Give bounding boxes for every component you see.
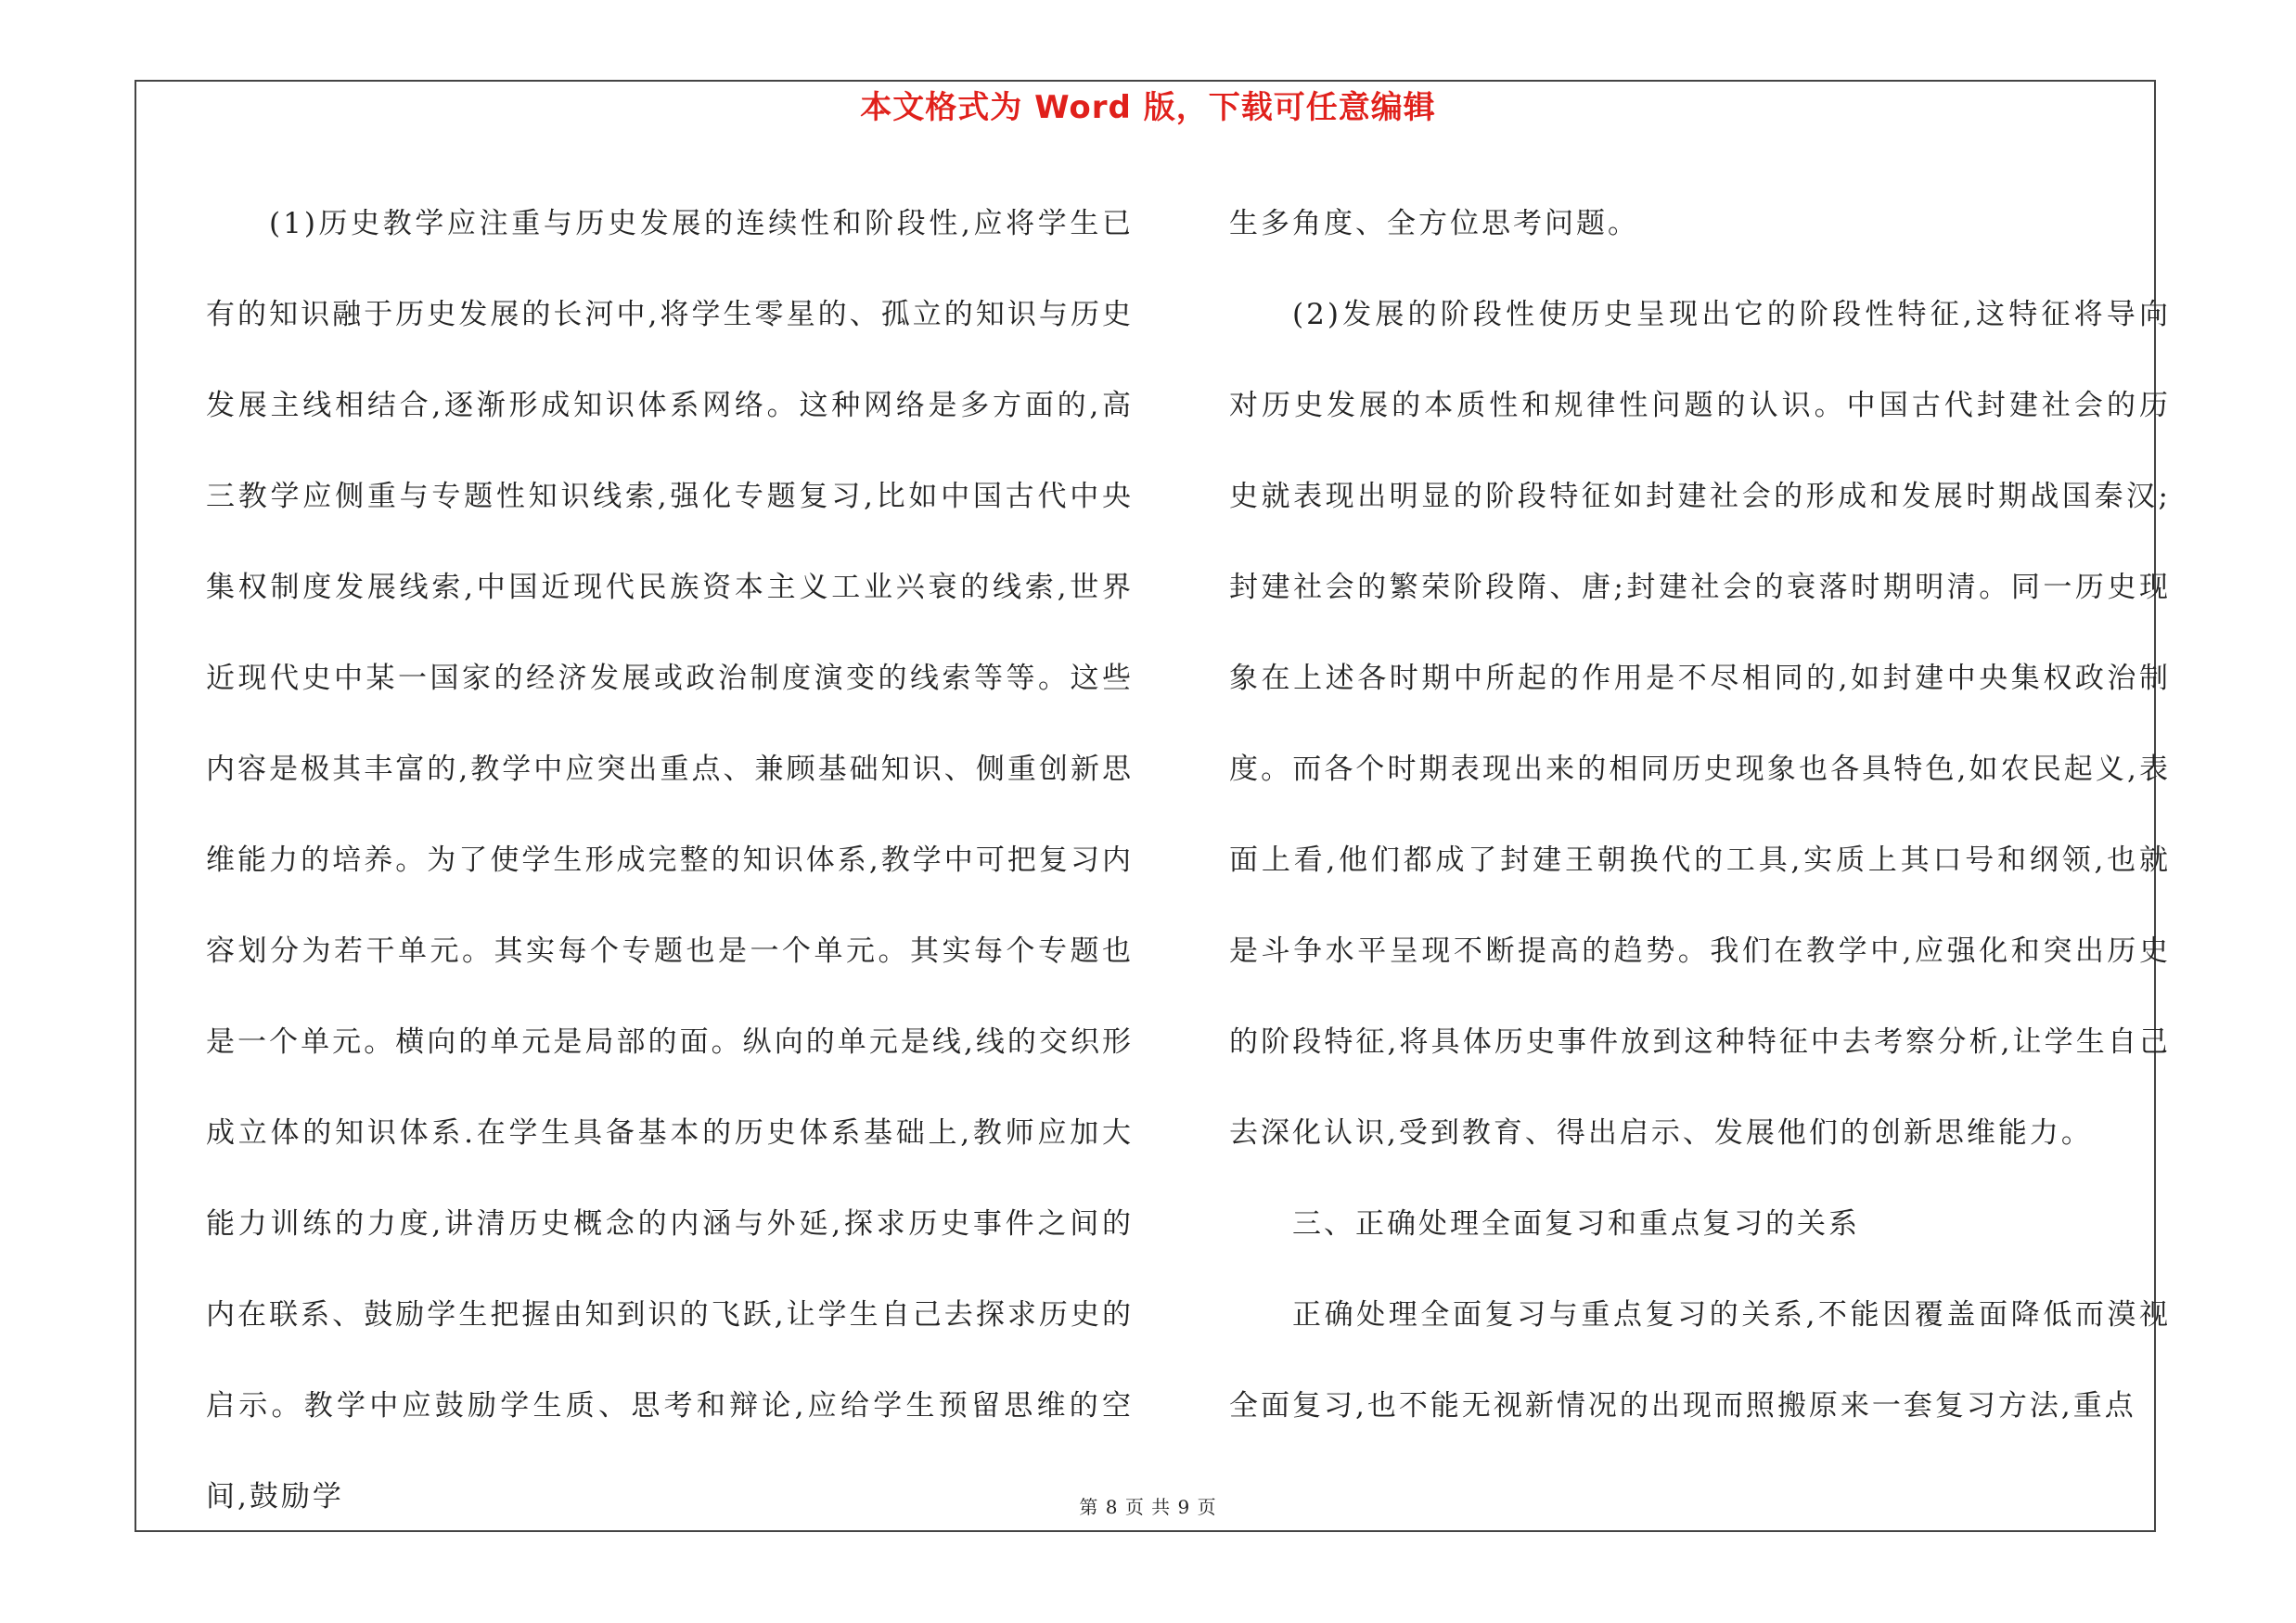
page-number-footer: 第 8 页 共 9 页 xyxy=(1079,1496,1217,1518)
format-notice-banner: 本文格式为 Word 版，下载可任意编辑 xyxy=(860,89,1436,126)
section-heading-3: 三、正确处理全面复习和重点复习的关系 xyxy=(1292,1207,1860,1241)
right-paragraph-continuation: 生多角度、全方位思考问题。 xyxy=(1229,207,1639,240)
right-paragraph-2: (2)发展的阶段性使历史呈现出它的阶段性特征,这特征将导向对历史发展的本质性和规律性问题的认识。中国古代封建社会的历史就表现出明显的阶段特征如封建社会的形成和发展时期战国秦汉;封建社会的繁荣阶段隋、唐;封建社会的衰落时期明清。同一历史现象在上述各时期中所起的作用是不尽相同的,如封建中央集权政治制度。而各个时期表现出来的相同历史现象也各具特色,如农民起义,表面上看,他们都成了封建王朝换代的工具,实质上其口号和纲领,也就是斗争水平呈现不断提高的趋势。我们在教学中,应强化和突出历史的阶段特征,将具体历史事件放到这种特征中去考察分析,让学生自己去深化认识,受到教育、得出启示、发展他们的创新思维能力。 xyxy=(1229,298,2171,1150)
left-column xyxy=(206,178,1134,1542)
right-column xyxy=(1229,178,2171,1451)
left-paragraph-1: (1)历史教学应注重与历史发展的连续性和阶段性,应将学生已有的知识融于历史发展的长河中,将学生零星的、孤立的知识与历史发展主线相结合,逐渐形成知识体系网络。这种网络是多方面的,高三教学应侧重与专题性知识线索,强化专题复习,比如中国古代中央集权制度发展线索,中国近现代民族资本主义工业兴衰的线索,世界近现代史中某一国家的经济发展或政治制度演变的线索等等。这些内容是极其丰富的,教学中应突出重点、兼顾基础知识、侧重创新思维能力的培养。为了使学生形成完整的知识体系,教学中可把复习内容划分为若干单元。其实每个专题也是一个单元。其实每个专题也是一个单元。横向的单元是局部的面。纵向的单元是线,线的交织形成立体的知识体系.在学生具备基本的历史体系基础上,教师应加大能力训练的力度,讲清历史概念的内涵与外延,探求历史事件之间的内在联系、鼓励学生把握由知到识的飞跃,让学生自己去探求历史的启示。教学中应鼓励学生质、思考和辩论,应给学生预留思维的空间,鼓励学 xyxy=(206,207,1134,1514)
right-paragraph-4: 正确处理全面复习与重点复习的关系,不能因覆盖面降低而漠视全面复习,也不能无视新情况的出现而照搬原来一套复习方法,重点 xyxy=(1229,1298,2171,1423)
